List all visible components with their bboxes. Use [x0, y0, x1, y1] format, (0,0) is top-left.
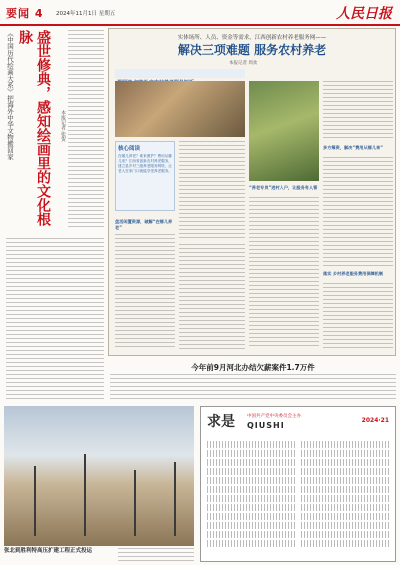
news-brief-body [110, 374, 396, 402]
issue-date: 2024年11月1日 星期五 [56, 11, 116, 17]
qiushi-issue: 2024·21 [361, 417, 389, 424]
section-label: 要闻 4 [6, 7, 44, 20]
feature-body-col1 [179, 141, 245, 241]
photo-villagers [249, 81, 319, 181]
pullquote-head: 核心阅读 [118, 146, 141, 152]
newspaper-logo: 人民日报 [336, 6, 392, 22]
photo-caption: 张北到胜利特高压扩建工程正式投运 [4, 548, 93, 554]
feature-box [108, 28, 396, 356]
feature-byline: 本报记者 周欢 [229, 61, 258, 66]
subhead-2: “养老专员”进村入户，让服务有人管 [249, 185, 318, 190]
qiushi-toc-right [301, 439, 389, 549]
lead-byline: 本报记者 张贺 [60, 110, 66, 142]
lead-headline: 盛世修典，感知绘画里的文化根脉 [17, 30, 51, 226]
pullquote-text: 在哪儿养老？谁来照护？费用从哪儿来？江西省创新农村养老服务，建立县乡村三级养老服务网络，让老人在家门口就能享受养老服务。 [118, 154, 172, 173]
photo-elderly-care [115, 81, 245, 137]
qiushi-toc-left [207, 439, 295, 549]
feature-headline: 解决三项难题 服务农村养老 [177, 43, 327, 57]
feature-body-col4b [323, 157, 393, 267]
qiushi-ad [200, 406, 396, 562]
lead-body-upper [68, 30, 104, 230]
feature-body-col4a [323, 81, 393, 141]
subhead-3: 多方筹资，解决“费用从哪儿来” [323, 145, 383, 150]
subhead-4: 落实 乡村养老服务费用保障机制 [323, 271, 384, 276]
masthead [0, 0, 400, 26]
feature-body-col4c [323, 283, 393, 349]
feature-body-col3 [249, 197, 319, 349]
photo-power-lines [4, 406, 194, 546]
lead-kicker: 《中国历代绘画大系》把海外中华文物搬回家 [6, 30, 14, 160]
qiushi-brand: 求是 [207, 414, 235, 430]
qiushi-subtitle: 中国共产党中央委员会主办 [247, 414, 301, 419]
feature-kicker: 实体场所、人员、资金等需求，江西创新农村养老服务网—— [177, 35, 327, 41]
section-tag [115, 69, 245, 78]
feature-body-col2 [179, 244, 245, 349]
subhead-1: 盘活闲置资源，破解“在哪儿养老” [115, 219, 173, 230]
photo-caption-body [118, 548, 194, 562]
pullquote-box [115, 141, 175, 211]
qiushi-brand-en: QIUSHI [247, 421, 285, 430]
lead-body-lower [6, 238, 104, 400]
news-brief-headline: 今年前9月河北办结欠薪案件1.7万件 [191, 363, 315, 372]
feature-body-col1b [115, 234, 175, 349]
